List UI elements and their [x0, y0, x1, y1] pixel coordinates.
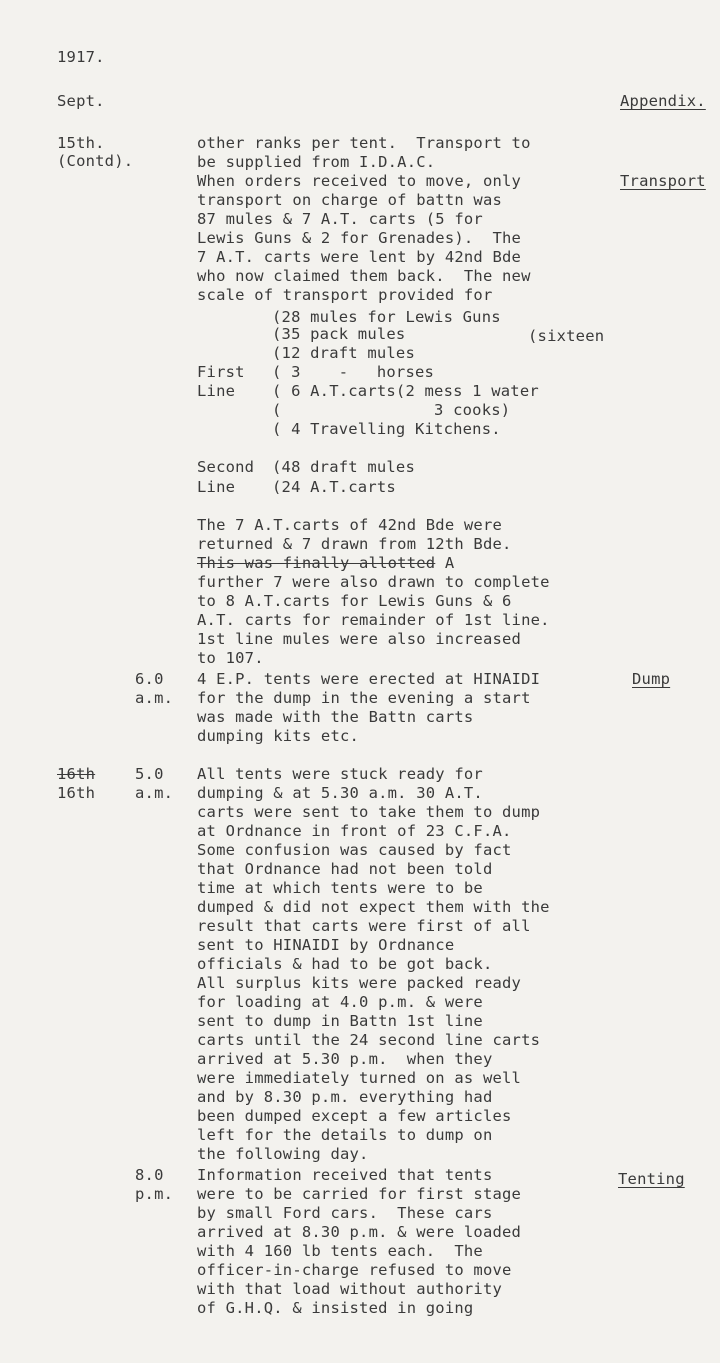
entry16-line: and by 8.30 p.m. everything had	[197, 1088, 493, 1106]
entry16-line: for loading at 4.0 p.m. & were	[197, 993, 483, 1011]
margin-note-transport: Transport	[620, 172, 706, 190]
entry-line: When orders received to move, only	[197, 172, 522, 190]
carts-line: further 7 were also drawn to complete	[197, 573, 550, 591]
tenting-line: by small Ford cars. These cars	[197, 1204, 493, 1222]
transport-row: (28 mules for Lewis Guns	[272, 308, 501, 326]
time-16th-ampm: a.m.	[135, 784, 174, 802]
entry16-line: arrived at 5.30 p.m. when they	[197, 1050, 493, 1068]
dump-line: for the dump in the evening a start	[197, 689, 531, 707]
entry16-line: All surplus kits were packed ready	[197, 974, 522, 992]
entry16-line: carts until the 24 second line carts	[197, 1031, 541, 1049]
first-line-label: Line	[197, 382, 236, 400]
entry16-line: time at which tents were to be	[197, 879, 483, 897]
entry16-line: been dumped except a few articles	[197, 1107, 512, 1125]
entry-date-contd: (Contd).	[57, 152, 134, 170]
tenting-line: Information received that tents	[197, 1166, 493, 1184]
tenting-line: with 4 160 lb tents each. The	[197, 1242, 483, 1260]
tenting-time-ampm: p.m.	[135, 1185, 174, 1203]
entry16-line: the following day.	[197, 1145, 369, 1163]
carts-line: 1st line mules were also increased	[197, 630, 522, 648]
entry16-line: sent to dump in Battn 1st line	[197, 1012, 483, 1030]
carts-line: to 8 A.T.carts for Lewis Guns & 6	[197, 592, 512, 610]
entry16-line: sent to HINAIDI by Ordnance	[197, 936, 455, 954]
carts-line: returned & 7 drawn from 12th Bde.	[197, 535, 512, 553]
entry16-line: All tents were stuck ready for	[197, 765, 483, 783]
entry16-line: dumping & at 5.30 a.m. 30 A.T.	[197, 784, 483, 802]
date-struck: 16th	[57, 765, 96, 783]
transport-row: (48 draft mules	[272, 458, 415, 476]
carts-line: The 7 A.T.carts of 42nd Bde were	[197, 516, 503, 534]
transport-row: ( 4 Travelling Kitchens.	[272, 420, 501, 438]
struck-text: This was finally allotted	[197, 554, 436, 572]
entry-line: 7 A.T. carts were lent by 42nd Bde	[197, 248, 522, 266]
transport-row: (24 A.T.carts	[272, 478, 396, 496]
year-heading: 1917.	[57, 48, 105, 66]
entry-line: transport on charge of battn was	[197, 191, 503, 209]
time-16th: 5.0	[135, 765, 164, 783]
tenting-line: of G.H.Q. & insisted in going	[197, 1299, 474, 1317]
entry16-line: that Ordnance had not been told	[197, 860, 493, 878]
month-heading: Sept.	[57, 92, 105, 110]
dump-line: dumping kits etc.	[197, 727, 360, 745]
entry-line: Lewis Guns & 2 for Grenades). The	[197, 229, 522, 247]
entry16-line: Some confusion was caused by fact	[197, 841, 512, 859]
tenting-line: arrived at 8.30 p.m. & were loaded	[197, 1223, 522, 1241]
transport-row: ( 3 - horses	[272, 363, 435, 381]
sixteen-note: (sixteen	[528, 327, 605, 345]
carts-line: A.T. carts for remainder of 1st line.	[197, 611, 550, 629]
margin-note-dump: Dump	[632, 670, 671, 688]
entry16-line: carts were sent to take them to dump	[197, 803, 541, 821]
entry16-line: left for the details to dump on	[197, 1126, 493, 1144]
carts-line: to 107.	[197, 649, 264, 667]
margin-note-tenting: Tenting	[618, 1170, 685, 1188]
entry-line: other ranks per tent. Transport to	[197, 134, 531, 152]
dump-line: was made with the Battn carts	[197, 708, 474, 726]
entry-date: 15th.	[57, 134, 105, 152]
tenting-time: 8.0	[135, 1166, 164, 1184]
transport-row: ( 6 A.T.carts(2 mess 1 water	[272, 382, 539, 400]
transport-row: (12 draft mules	[272, 344, 415, 362]
entry-line: 87 mules & 7 A.T. carts (5 for	[197, 210, 483, 228]
dump-line: 4 E.P. tents were erected at HINAIDI	[197, 670, 541, 688]
entry-line: be supplied from I.D.A.C.	[197, 153, 436, 171]
dump-time: 6.0	[135, 670, 164, 688]
entry16-line: were immediately turned on as well	[197, 1069, 522, 1087]
dump-time-ampm: a.m.	[135, 689, 174, 707]
second-line-label: Line	[197, 478, 236, 496]
first-line-label: First	[197, 363, 245, 381]
second-line-label: Second	[197, 458, 255, 476]
entry16-line: officials & had to be got back.	[197, 955, 493, 973]
tenting-line: were to be carried for first stage	[197, 1185, 522, 1203]
tenting-line: officer-in-charge refused to move	[197, 1261, 512, 1279]
date-16th: 16th	[57, 784, 96, 802]
after-strike: A	[435, 554, 455, 572]
entry16-line: dumped & did not expect them with the	[197, 898, 550, 916]
entry-line: scale of transport provided for	[197, 286, 493, 304]
carts-line-struck	[197, 554, 454, 573]
appendix-heading: Appendix.	[620, 92, 706, 110]
transport-row: ( 3 cooks)	[272, 401, 511, 419]
entry16-line: at Ordnance in front of 23 C.F.A.	[197, 822, 512, 840]
tenting-line: with that load without authority	[197, 1280, 503, 1298]
entry16-line: result that carts were first of all	[197, 917, 531, 935]
entry-line: who now claimed them back. The new	[197, 267, 531, 285]
transport-row: (35 pack mules	[272, 325, 406, 343]
